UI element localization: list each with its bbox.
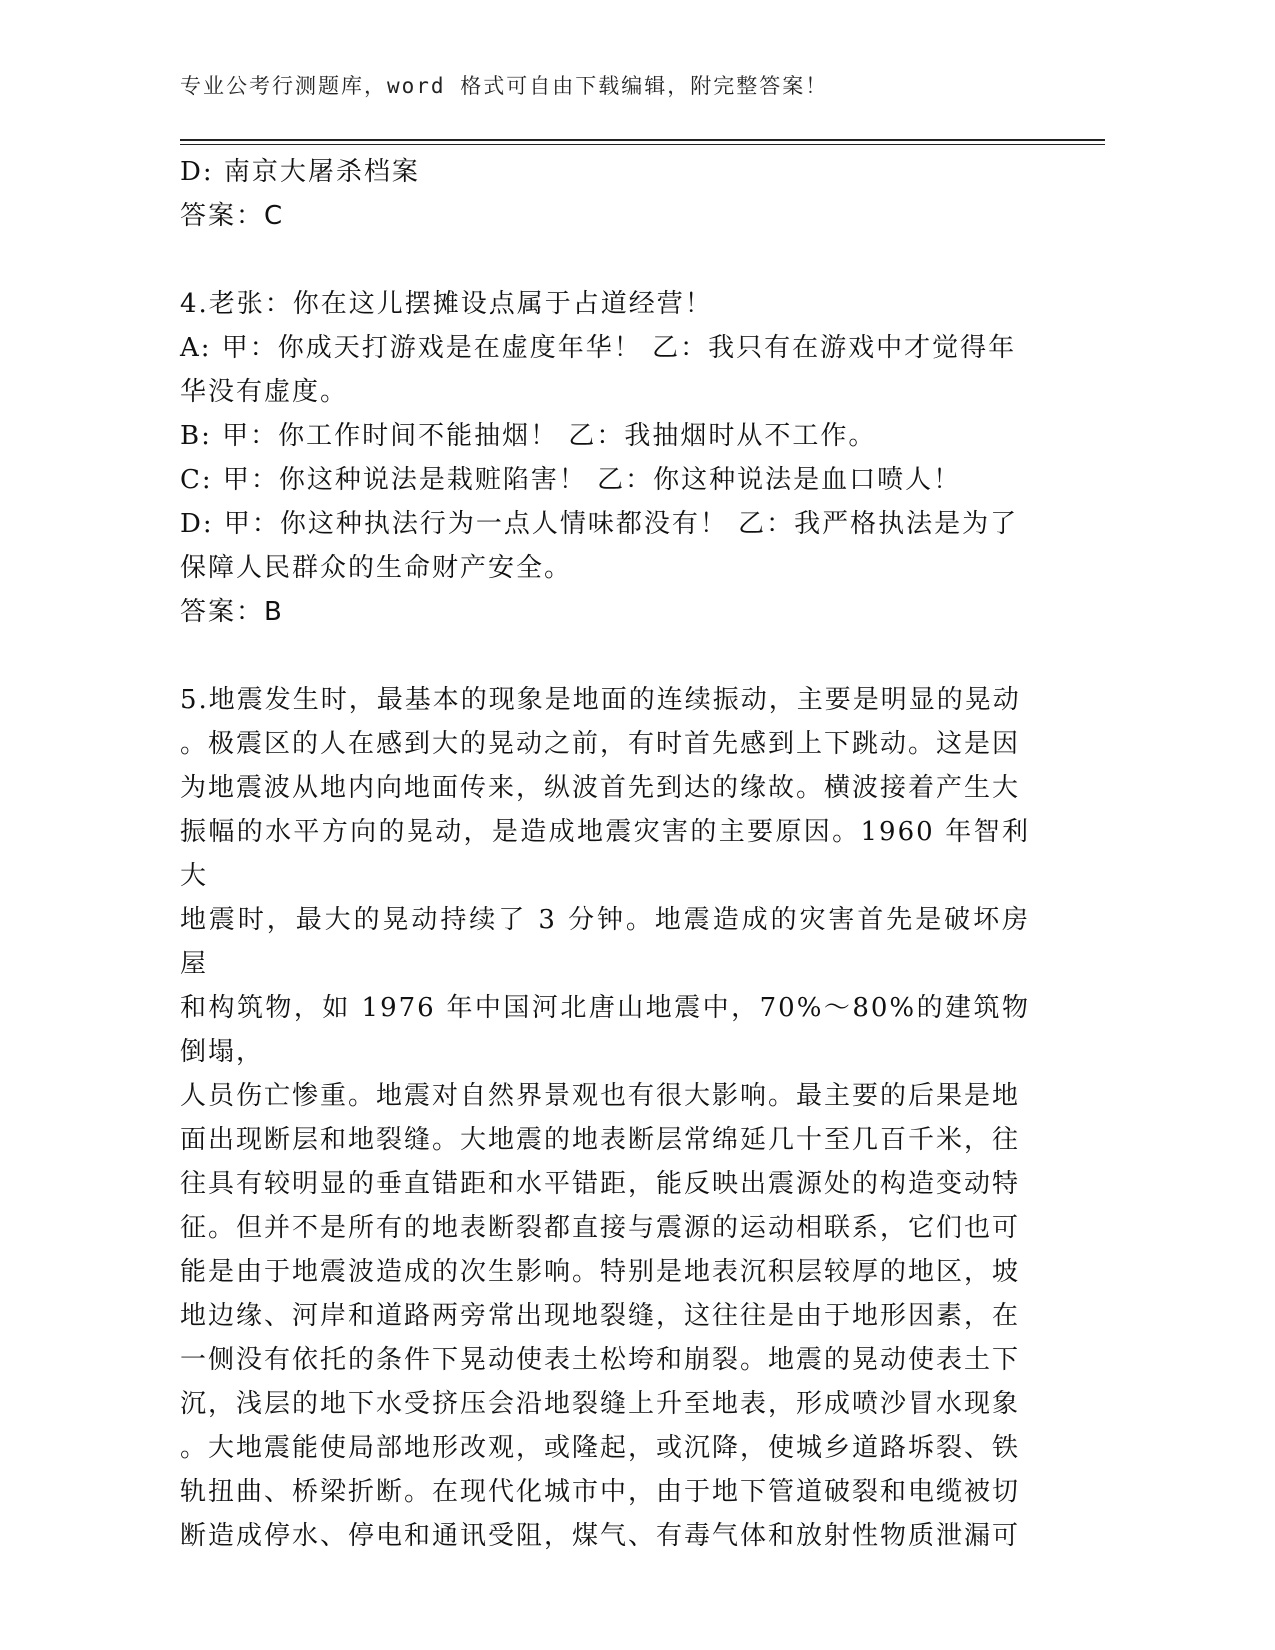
q4-option-b: B: 甲：你工作时间不能抽烟！ 乙：我抽烟时从不工作。 (180, 421, 877, 451)
q5-line: 。大地震能使局部地形改观，或隆起，或沉降，使城乡道路坼裂、铁 (180, 1433, 1021, 1463)
q5-line: 往具有较明显的垂直错距和水平错距，能反映出震源处的构造变动特 (180, 1169, 1021, 1199)
q5-line: 地边缘、河岸和道路两旁常出现地裂缝，这往往是由于地形因素，在 (180, 1301, 1021, 1331)
q4-option-d-line-2: 保障人民群众的生命财产安全。 (180, 553, 573, 583)
q5-line: 断造成停水、停电和通讯受阻，煤气、有毒气体和放射性物质泄漏可 (180, 1521, 1021, 1551)
q4-option-c: C: 甲：你这种说法是栽赃陷害！ 乙：你这种说法是血口喷人！ (180, 465, 962, 495)
q5-line: 人员伤亡惨重。地震对自然界景观也有很大影响。最主要的后果是地 (180, 1081, 1021, 1111)
q3-answer: 答案：C (180, 201, 285, 231)
q5-passage (180, 678, 1030, 1558)
page-header: 专业公考行测题库，word 格式可自由下载编辑，附完整答案！ (180, 74, 829, 98)
header-rule-thick (180, 139, 1105, 141)
q5-line: 沉，浅层的地下水受挤压会沿地裂缝上升至地表，形成喷沙冒水现象 (180, 1389, 1021, 1419)
q5-line: 征。但并不是所有的地表断裂都直接与震源的运动相联系，它们也可 (180, 1213, 1021, 1243)
q5-line: 为地震波从地内向地面传来，纵波首先到达的缘故。横波接着产生大 (180, 773, 1021, 803)
q4-answer: 答案：B (180, 597, 284, 627)
q5-line: 和构筑物，如 1976 年中国河北唐山地震中，70%～80%的建筑物倒塌， (180, 993, 1030, 1067)
q5-line: 轨扭曲、桥梁折断。在现代化城市中，由于地下管道破裂和电缆被切 (180, 1477, 1021, 1507)
q4-option-d-line-1: D: 甲：你这种执法行为一点人情味都没有！ 乙：我严格执法是为了 (180, 509, 1019, 539)
q5-line: 。极震区的人在感到大的晃动之前，有时首先感到上下跳动。这是因 (180, 729, 1021, 759)
q4-option-a-line-1: A: 甲：你成天打游戏是在虚度年华！ 乙：我只有在游戏中才觉得年 (180, 333, 1017, 363)
header-rule-thin (180, 144, 1105, 145)
spacer (180, 238, 1030, 282)
q5-line: 地震时，最大的晃动持续了 3 分钟。地震造成的灾害首先是破坏房屋 (180, 905, 1030, 979)
q4-option-a-line-2: 华没有虚度。 (180, 377, 349, 407)
q5-line: 振幅的水平方向的晃动，是造成地震灾害的主要原因。1960 年智利大 (180, 817, 1030, 891)
q5-line: 一侧没有依托的条件下晃动使表土松垮和崩裂。地震的晃动使表土下 (180, 1345, 1021, 1375)
spacer (180, 634, 1030, 678)
q3-option-d: D: 南京大屠杀档案 (180, 157, 420, 187)
q5-line: 5.地震发生时，最基本的现象是地面的连续振动，主要是明显的晃动 (180, 685, 1021, 715)
q4-stem: 4.老张：你在这儿摆摊设点属于占道经营！ (180, 289, 713, 319)
q5-line: 能是由于地震波造成的次生影响。特别是地表沉积层较厚的地区，坡 (180, 1257, 1021, 1287)
q5-line: 面出现断层和地裂缝。大地震的地表断层常绵延几十至几百千米，往 (180, 1125, 1021, 1155)
document-body (180, 150, 1030, 1558)
